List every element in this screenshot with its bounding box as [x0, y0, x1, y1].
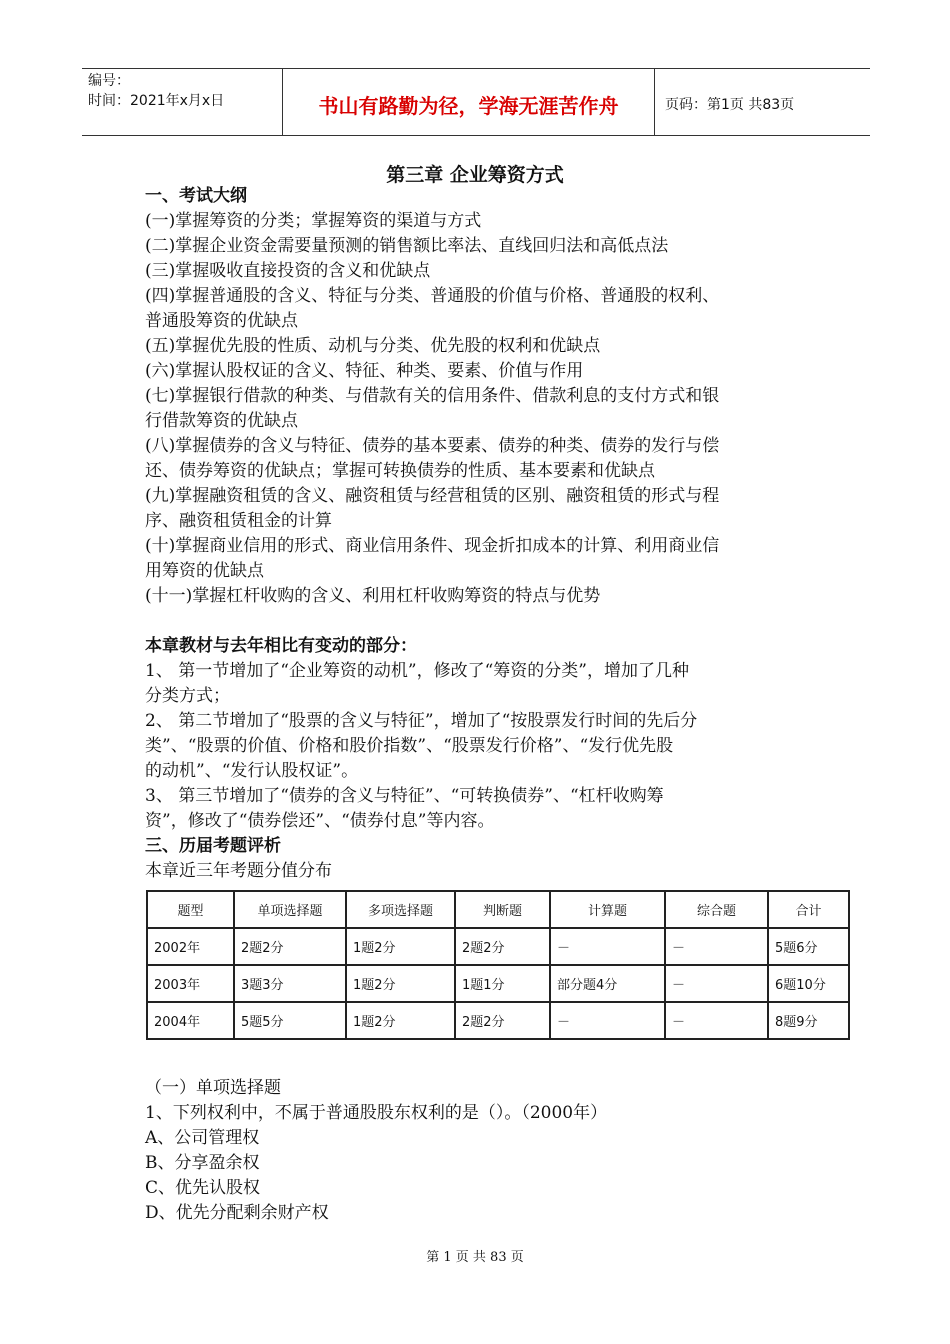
question-option: C、优先认股权	[145, 1178, 261, 1198]
table-cell: －	[665, 1002, 768, 1039]
table-cell: －	[665, 928, 768, 965]
outline-item: (五)掌握优先股的性质、动机与分类、优先股的权利和优缺点	[145, 336, 601, 356]
header-meta	[82, 69, 282, 135]
table-cell: 1题2分	[346, 965, 455, 1002]
change-item: 2、 第二节增加了“股票的含义与特征”，增加了“按股票发行时间的先后分	[145, 711, 698, 731]
section-heading-changes: 本章教材与去年相比有变动的部分：	[145, 636, 417, 656]
change-item: 的动机”、“发行认股权证”。	[145, 761, 359, 781]
table-header-cell: 计算题	[550, 891, 665, 928]
table-cell: 2题2分	[455, 1002, 550, 1039]
outline-item: (六)掌握认股权证的含义、特征、种类、要素、价值与作用	[145, 361, 584, 381]
table-cell: 8题9分	[768, 1002, 849, 1039]
outline-item: (一)掌握筹资的分类；掌握筹资的渠道与方式	[145, 211, 482, 231]
header-date: 时间：2021年x月x日	[88, 93, 225, 109]
score-table	[146, 890, 850, 1040]
change-item: 分类方式；	[145, 686, 230, 706]
outline-item: (十一)掌握杠杆收购的含义、利用杠杆收购筹资的特点与优势	[145, 586, 601, 606]
outline-item: (四)掌握普通股的含义、特征与分类、普通股的价值与价格、普通股的权利、	[145, 286, 720, 306]
question-section-label: （一）单项选择题	[145, 1078, 281, 1098]
table-header-cell: 判断题	[455, 891, 550, 928]
change-item: 资”，修改了“债券偿还”、“债券付息”等内容。	[145, 811, 495, 831]
change-item: 类”、“股票的价值、价格和股价指数”、“股票发行价格”、“发行优先股	[145, 736, 674, 756]
outline-item: 用筹资的优缺点	[145, 561, 264, 581]
outline-item: 还、债券筹资的优缺点；掌握可转换债券的性质、基本要素和优缺点	[145, 461, 655, 481]
table-header-row	[147, 891, 849, 928]
table-cell: 2002年	[147, 928, 234, 965]
table-header-cell: 合计	[768, 891, 849, 928]
outline-item: (十)掌握商业信用的形式、商业信用条件、现金折扣成本的计算、利用商业信	[145, 536, 720, 556]
table-cell: 2004年	[147, 1002, 234, 1039]
table-cell: 5题5分	[234, 1002, 346, 1039]
section-heading-exams: 三、历届考题评析	[145, 836, 281, 856]
section-heading-outline: 一、考试大纲	[145, 186, 247, 206]
table-cell: 部分题4分	[550, 965, 665, 1002]
outline-item: 普通股筹资的优缺点	[145, 311, 298, 331]
main-content	[145, 184, 815, 884]
table-header-cell: 题型	[147, 891, 234, 928]
table-cell: 3题3分	[234, 965, 346, 1002]
outline-item: 序、融资租赁租金的计算	[145, 511, 332, 531]
table-row	[147, 1002, 849, 1039]
table-cell: 2题2分	[234, 928, 346, 965]
table-cell: 1题1分	[455, 965, 550, 1002]
question-stem: 1、下列权利中，不属于普通股股东权利的是（）。（2000年）	[145, 1103, 608, 1123]
table-cell: 1题2分	[346, 1002, 455, 1039]
chapter-title: 第三章 企业筹资方式	[386, 164, 564, 186]
table-caption: 本章近三年考题分值分布	[145, 861, 332, 881]
table-header-cell: 单项选择题	[234, 891, 346, 928]
table-cell: 2003年	[147, 965, 234, 1002]
table-cell: 6题10分	[768, 965, 849, 1002]
page-footer: 第 1 页 共 83 页	[426, 1250, 524, 1265]
table-cell: －	[665, 965, 768, 1002]
table-cell: 1题2分	[346, 928, 455, 965]
table-header-cell: 综合题	[665, 891, 768, 928]
header-number: 编号：	[88, 73, 130, 89]
question-option: B、分享盈余权	[145, 1153, 260, 1173]
outline-item: (三)掌握吸收直接投资的含义和优缺点	[145, 261, 431, 281]
table-row	[147, 965, 849, 1002]
change-item: 3、 第三节增加了“债券的含义与特征”、“可转换债券”、“杠杆收购筹	[145, 786, 664, 806]
table-cell: 2题2分	[455, 928, 550, 965]
table-header-cell: 多项选择题	[346, 891, 455, 928]
outline-item: (九)掌握融资租赁的含义、融资租赁与经营租赁的区别、融资租赁的形式与程	[145, 486, 720, 506]
header-motto: 书山有路勤为径，学海无涯苦作舟	[282, 69, 655, 135]
table-row	[147, 928, 849, 965]
question-block	[145, 1076, 815, 1226]
table-cell: －	[550, 1002, 665, 1039]
question-option: A、公司管理权	[145, 1128, 260, 1148]
outline-item: (二)掌握企业资金需要量预测的销售额比率法、直线回归法和高低点法	[145, 236, 669, 256]
table-cell: －	[550, 928, 665, 965]
outline-item: 行借款筹资的优缺点	[145, 411, 298, 431]
outline-item: (八)掌握债券的含义与特征、债券的基本要素、债券的种类、债券的发行与偿	[145, 436, 720, 456]
page-header	[82, 68, 870, 136]
question-option: D、优先分配剩余财产权	[145, 1203, 329, 1223]
header-page-info: 页码：第1页 共83页	[665, 97, 795, 113]
table-cell: 5题6分	[768, 928, 849, 965]
change-item: 1、 第一节增加了“企业筹资的动机”，修改了“筹资的分类”，增加了几种	[145, 661, 689, 681]
outline-item: (七)掌握银行借款的种类、与借款有关的信用条件、借款利息的支付方式和银	[145, 386, 720, 406]
